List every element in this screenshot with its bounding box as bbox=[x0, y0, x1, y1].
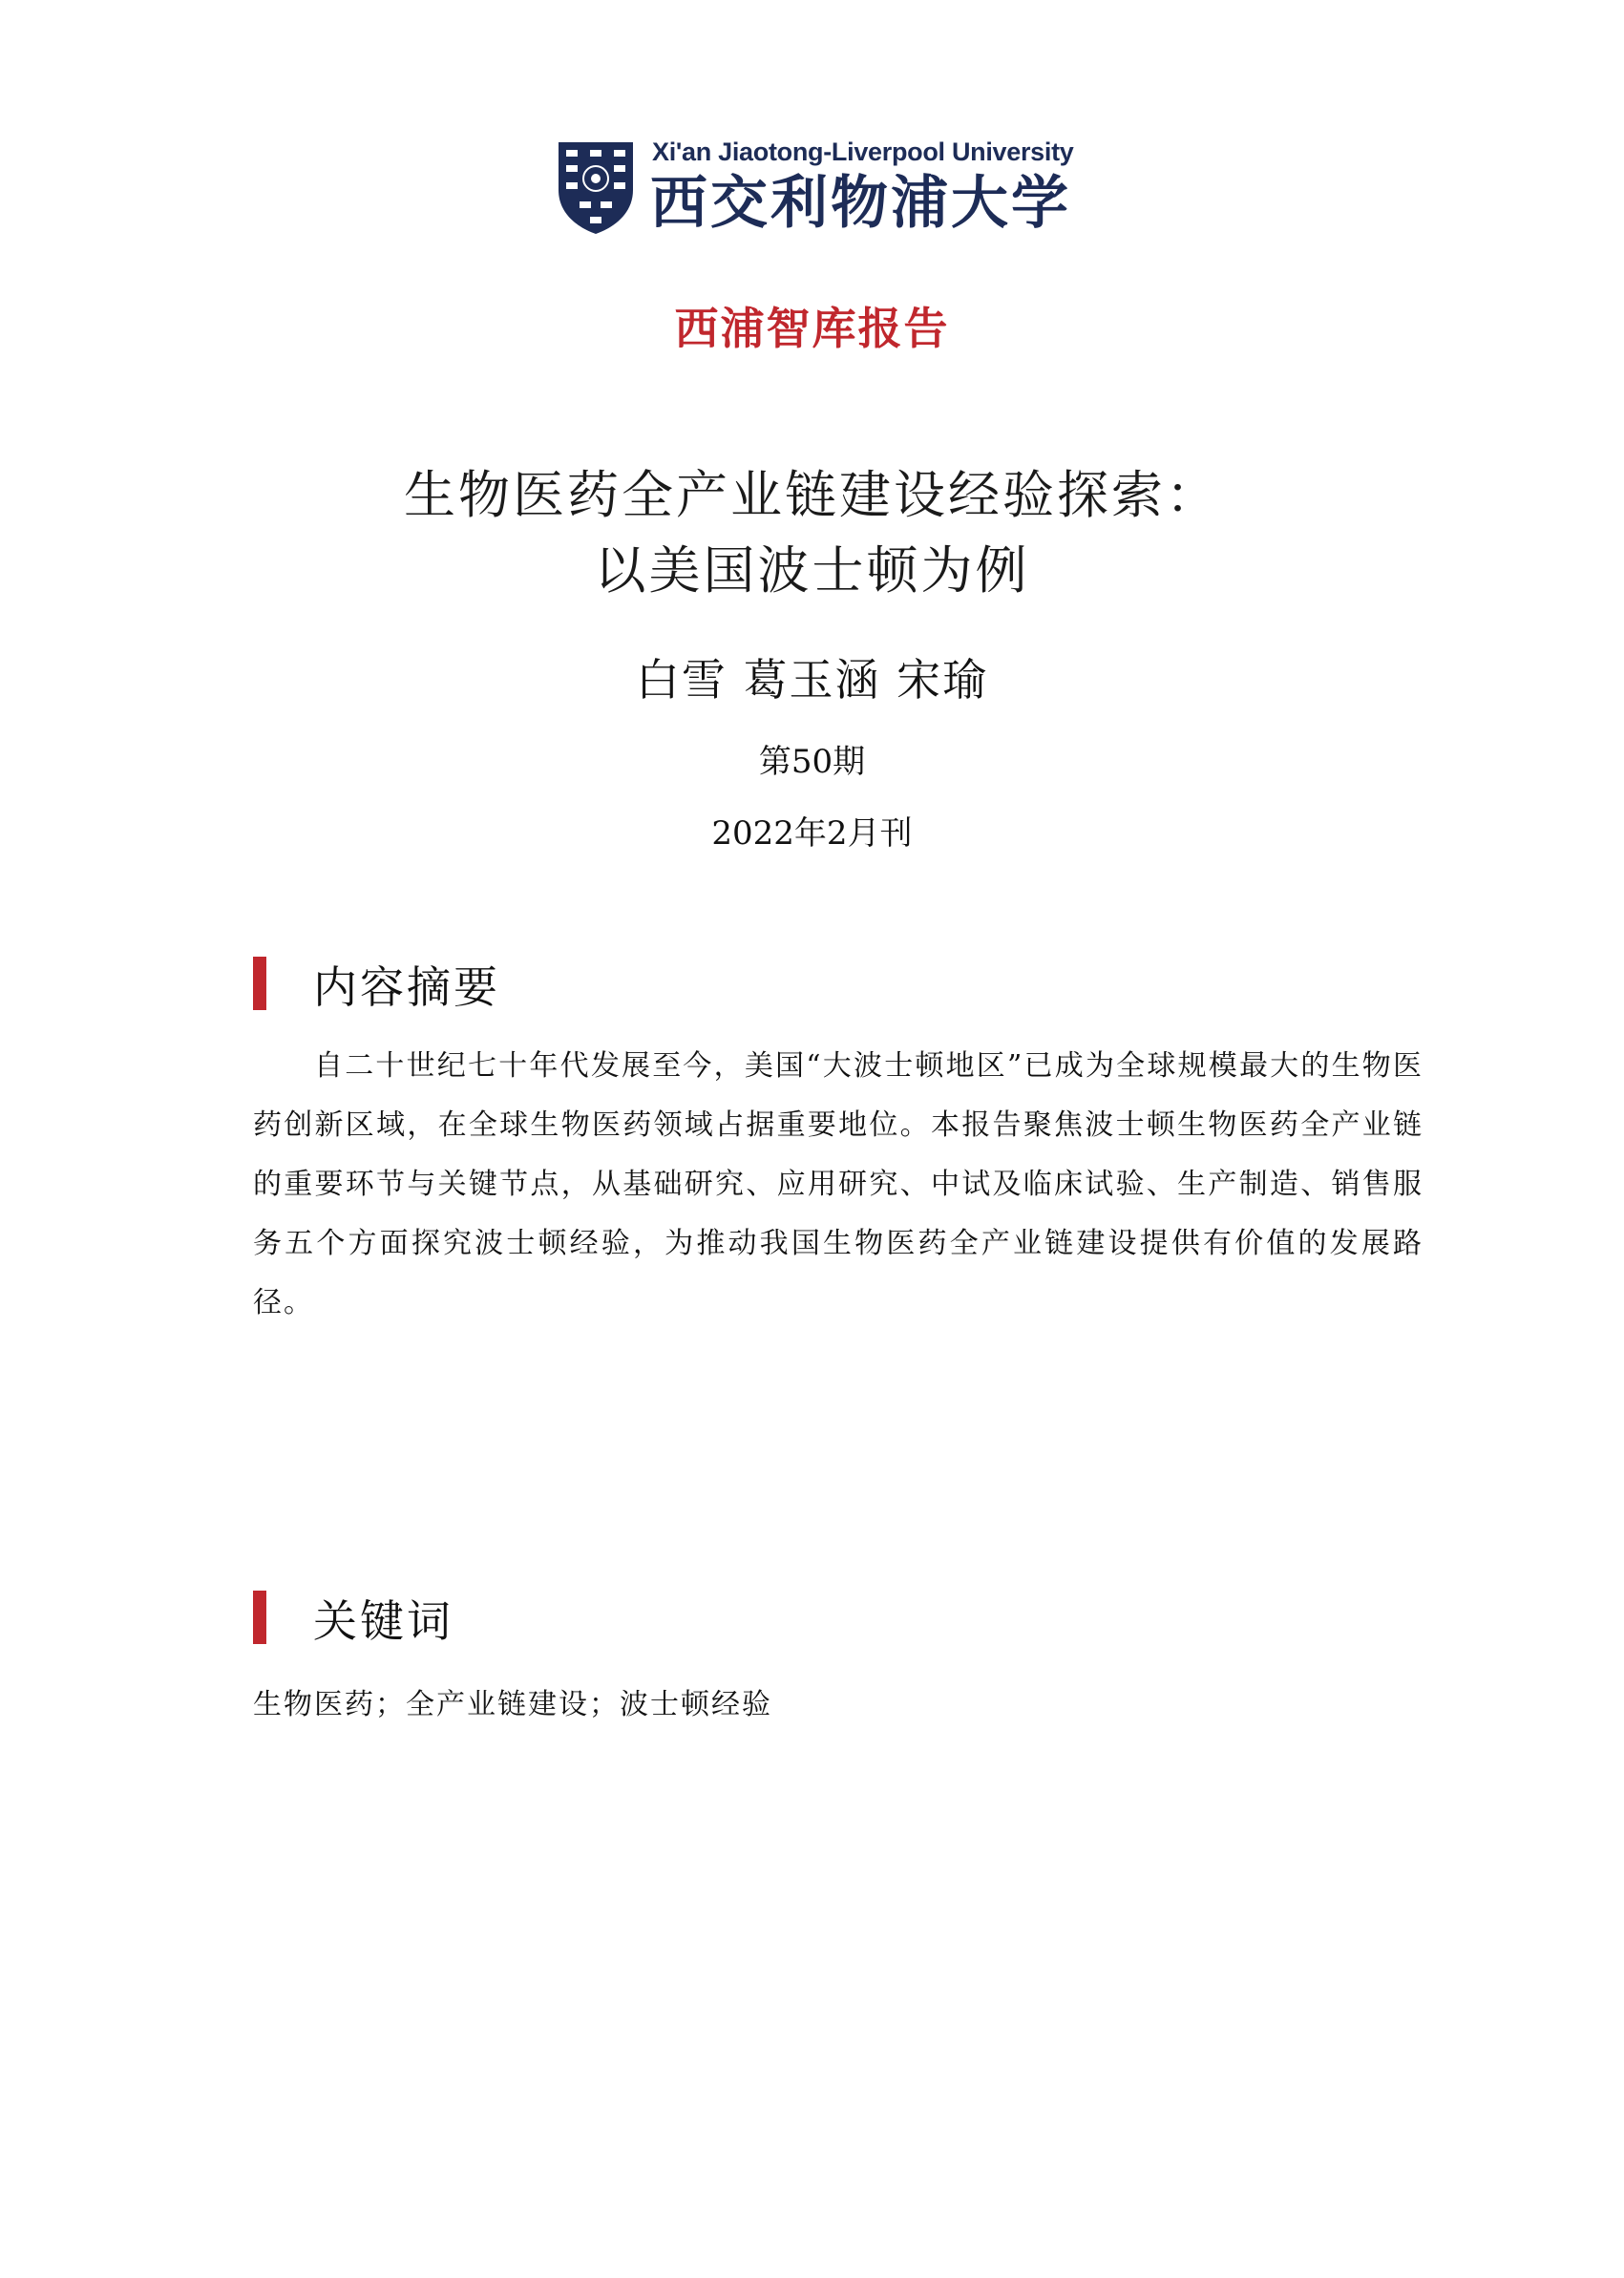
report-title-line2: 以美国波士顿为例 bbox=[594, 540, 1030, 601]
publication-date: 2022年2月刊 bbox=[711, 814, 913, 853]
series-label: 西浦智库报告 bbox=[674, 303, 950, 354]
keywords-heading-bar bbox=[253, 1591, 266, 1644]
abstract-body: 自二十世纪七十年代发展至今，美国“大波士顿地区”已成为全球规模最大的生物医药创新区域，在全球生物医药领域占据重要地位。本报告聚焦波士顿生物医药全产业链的重要环节与关键节点，从基础研究、应用研究、中试及临床试验、生产制造、销售服务五个方面探究波士顿经验，为推动我国生物医药全产业链建设提供有价值的发展路径。 bbox=[253, 1049, 1424, 1319]
keywords-heading: 关键词 bbox=[313, 1595, 453, 1647]
university-crest-icon bbox=[557, 140, 635, 236]
university-logo bbox=[557, 136, 1091, 243]
abstract-heading: 内容摘要 bbox=[313, 961, 500, 1013]
authors: 白雪 葛玉涵 宋瑜 bbox=[635, 654, 989, 706]
university-english-name: Xi'an Jiaotong-Liverpool University bbox=[652, 137, 1074, 166]
university-chinese-name: 西交利物浦大学 bbox=[650, 170, 1071, 237]
keywords-body: 生物医药；全产业链建设；波士顿经验 bbox=[253, 1688, 772, 1721]
abstract-heading-bar bbox=[253, 957, 266, 1010]
report-title-line1: 生物医药全产业链建设经验探索： bbox=[404, 465, 1220, 525]
issue-number: 第50期 bbox=[758, 743, 866, 781]
